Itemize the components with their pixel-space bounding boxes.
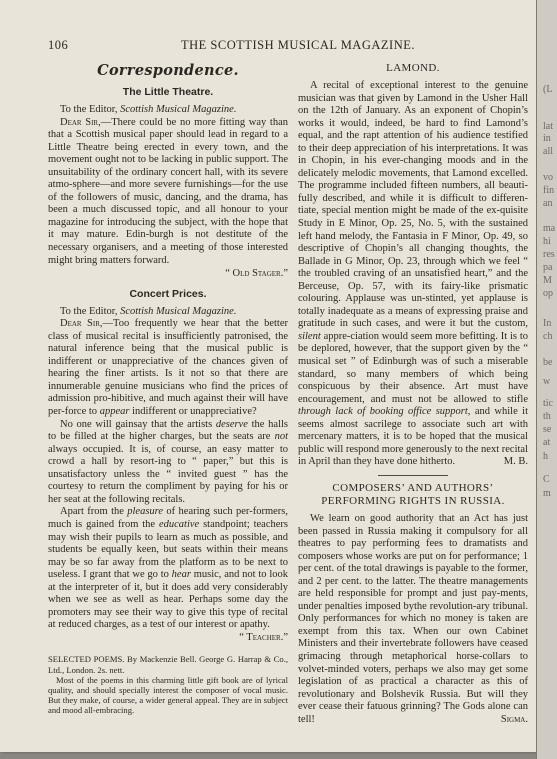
fragment: in xyxy=(543,133,551,144)
letter2-paragraph-3: Apart from the pleasure of hearing such per-formers, much is gained from the educative standpoint; teachers may wish their pupils to learn as much as possible, and students be equally keen, but seats within their means may be so far away from the platform as to be next to useless. I grant that we go to hear music, and not to look at the interpreter of it, but it does add very considerably when we see as well as hear. Perhaps some day the promoters may see their way to give this type of recital at reduced charges, as a test of our interest or apathy. xyxy=(48,506,288,631)
letter2-signature: “ Teacher.” xyxy=(239,631,288,643)
lamond-signature: M. B. xyxy=(503,456,528,468)
fragment: all xyxy=(543,146,553,157)
letter1-heading: The Little Theatre. xyxy=(122,86,214,98)
fragment: at xyxy=(543,437,551,448)
right-column xyxy=(298,62,528,726)
fragment: op xyxy=(543,288,553,299)
fragment: M xyxy=(543,275,552,286)
letter2-paragraph-2: No one will gainsay that the artists deserve the halls to be filled at the higher charges, but the seats are not always occupied. It is, of course, an easy matter to crowd a hall by resort-ing to “ paper,” but this is unsatisfactory unless the “ invited guest ” has the courtesy to return the compliment by paying for his or her seat at the following recitals. xyxy=(48,418,288,505)
fragment: vo xyxy=(543,172,553,183)
composers-body: We learn on good authority that an Act has just been passed in Russia making it compulsory for all theatres to pay performing fees to dramatists and composers whose works are put on for performance; 1 per cent. of the total drawings is payable to the former, and 2 per cent. to the latter. The theatre managements are held responsible for prompt and just pay-ments, under penalties imposed bythe revolution-ary tribunal. Only performances for which no money is taken are exempt from this tax. When our own Cabinet Ministers and their invertebrate followers have ceased grimacing through metaphorical horse-collars to volvet-minded voters, perhaps we also may get some legislation of as practical a character as this of revolutionary and Bolshevik Russia. But will they ever cease their fatuous grinning? The Gods alone can tell! Sigma. xyxy=(298,512,528,725)
fragment: In xyxy=(543,318,552,329)
fragment: th xyxy=(543,411,551,422)
lamond-heading: LAMOND. xyxy=(386,62,440,74)
letter1-signature: “ Old Stager.” xyxy=(225,268,288,280)
composers-signature: Sigma. xyxy=(500,713,528,725)
left-column xyxy=(48,62,288,715)
letter1-body: Dear Sir,—There could be no more fitting way than that a Scottish musical paper should lead in regard to a Little Theatre being erected in every town, and the movement ought not to be lacking in public support. The unsuitability of the ordinary concert hall, with its severe atmo-sphere—and more severe furnishings—for the use of the followers of music, dancing, and the drama, has been a much discussed topic, and all honour to your magazine for introducing the subject, with the hope that it may mature. Edin-burgh is not destitute of the necessary organisers, and a meeting of those interested might bring matters forward. xyxy=(48,116,288,266)
fragment: ma xyxy=(543,223,556,234)
composers-heading: COMPOSERS’ AND AUTHORS’ PERFORMING RIGHTS IN RUSSIA. xyxy=(321,481,505,507)
lamond-body: A recital of exceptional interest to the genuine musician was that given by Lamond in the Usher Hall on the 12th of January. As an exponent of Chopin’s works it would, indeed, be hard to find Lamond’s equal, and the rapt attention of his audience testified to their deep appreciation of his interpretations. It was in Chopin, in his ever-changing moods and in the delicately melodic movements, that Lamond excelled. The programme included fifteen numbers, all beauti-fully described, and while it is difficult to differen-tiate, special mention might be made of the ex-quisite Study in E Minor, Op. 25, No. 5, with the sustained left hand melody, the Fantasia in F Minor, Op. 49, so descriptive of Chopin’s all changing thoughts, the Ballade in G Minor, Op. 23, through which we feel “ the troubled craving of an unsatisfied heart,” and the Berceuse, Op. 57, with its fairy-like prismatic colouring. Applause was un-stinted, yet applause is totally inadequate as a means of expressing praise and gratitude in such cases, and were it but the custom, silent appre-ciation would seem more befitting. It is to be deplored, however, that the support given by the “ musical set ” of Edinburgh was of such a miserable standard, so many members of which being conspicuous by their absence. Art must have encouragement, and must not be allowed to stifle through lack of booking office support, and while it seems almost sacrilege to associate such art with mercenary matters, it is to be hoped that the musical public will respond more generously to the next recital in April than they have done hitherto. M. B. xyxy=(298,80,528,468)
fragment: be xyxy=(543,357,553,368)
fragment: lat xyxy=(543,121,553,132)
fragment: fin xyxy=(543,185,555,196)
letter2-heading: Concert Prices. xyxy=(129,287,207,300)
page-number: 106 xyxy=(48,38,69,52)
fragment: pa xyxy=(543,262,553,273)
page-header xyxy=(48,38,528,54)
fragment: tic xyxy=(543,398,553,409)
fragment: C xyxy=(543,474,550,485)
section-divider xyxy=(378,475,448,476)
fragment: ch xyxy=(543,331,553,342)
letter1-salutation: To the Editor, Scottish Musical Magazine. xyxy=(60,104,237,115)
fragment: m xyxy=(543,488,551,499)
letter2-salutation: To the Editor, Scottish Musical Magazine. xyxy=(60,305,237,317)
selected-poems-review xyxy=(48,654,288,715)
selected-poems-body: Most of the poems in this charming little gift book are of lyrical quality, and should specially interest the composer of vocal music. But they make, of course, a wider general appeal. They are in subject and mood all-embracing. xyxy=(48,674,288,715)
fragment: w xyxy=(543,376,551,387)
letter2-paragraph-1: Dear Sir,—Too frequently we hear that the better class of musical recital is insufficiently patronised, the natural inference being that the musical public is indifferent or unappreciative of the chances given of hearing the finer artists. Is it not so that there are innumerable genuine musicians who find the prices of admission pro-hibitive, and much against their will have per-force to appear indifferent or unappreciative? xyxy=(48,318,288,418)
fragment: an xyxy=(543,198,553,209)
fragment: (L xyxy=(543,84,553,95)
fragment: h xyxy=(543,451,548,462)
fragment: se xyxy=(543,424,552,435)
section-masthead: Correspondence. xyxy=(97,62,239,79)
fragment: res xyxy=(543,249,555,260)
fragment: hi xyxy=(543,236,551,247)
adjacent-page-edge xyxy=(536,0,557,759)
running-head: THE SCOTTISH MUSICAL MAGAZINE. xyxy=(181,38,415,52)
selected-poems-title: SELECTED POEMS. By Mackenzie Bell. George G. Harrap & Co., Ltd., London. 2s. nett. xyxy=(48,654,288,675)
